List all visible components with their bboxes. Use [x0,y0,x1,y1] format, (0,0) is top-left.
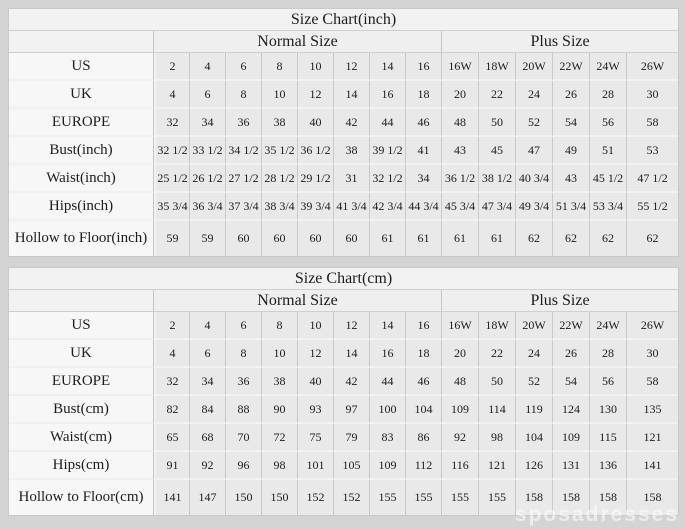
table-cell: 50 [479,368,516,396]
column-group-row [9,290,678,312]
table-cell: 93 [298,396,334,424]
table-cell: 101 [298,452,334,480]
table-cell: 42 [334,368,370,396]
table-cell: 43 [553,165,590,193]
table-cell: 28 [590,340,627,368]
table-cell: 61 [406,221,442,256]
table-cell: 6 [190,81,226,109]
table-cell: 91 [154,452,190,480]
row-label: Bust(cm) [9,396,154,424]
table-cell: 112 [406,452,442,480]
table-cell: 33 1/2 [190,137,226,165]
table-cell: 49 3/4 [516,193,553,221]
table-cell: 62 [553,221,590,256]
table-row [9,368,678,396]
table-cell: 61 [442,221,479,256]
table-cell: 42 3/4 [370,193,406,221]
table-cell: 34 [406,165,442,193]
table-cell: 12 [298,81,334,109]
table-cell: 24 [516,340,553,368]
table-cell: 56 [590,109,627,137]
column-group-header: Normal Size [154,31,442,53]
table-cell: 41 [406,137,442,165]
table-cell: 14 [370,312,406,340]
table-cell: 16 [406,53,442,81]
table-cell: 150 [226,480,262,515]
table-cell: 46 [406,368,442,396]
table-cell: 44 3/4 [406,193,442,221]
table-cell: 32 [154,109,190,137]
table-cell: 136 [590,452,627,480]
table-cell: 27 1/2 [226,165,262,193]
table-cell: 51 [590,137,627,165]
table-cell: 16 [406,312,442,340]
table-cell: 28 1/2 [262,165,298,193]
table-cell: 58 [627,368,678,396]
table-cell: 56 [590,368,627,396]
corner-cell [9,290,154,312]
table-cell: 90 [262,396,298,424]
table-cell: 65 [154,424,190,452]
table-cell: 36 [226,368,262,396]
table-title: Size Chart(inch) [9,9,678,31]
table-cell: 72 [262,424,298,452]
table-cell: 34 1/2 [226,137,262,165]
row-label: UK [9,81,154,109]
table-cell: 47 1/2 [627,165,678,193]
row-label: Hollow to Floor(inch) [9,221,154,256]
table-cell: 53 3/4 [590,193,627,221]
table-cell: 54 [553,368,590,396]
table-cell: 4 [190,53,226,81]
table-title: Size Chart(cm) [9,268,678,290]
table-cell: 98 [262,452,298,480]
table-cell: 22 [479,81,516,109]
table-cell: 49 [553,137,590,165]
table-cell: 104 [406,396,442,424]
table-cell: 24 [516,81,553,109]
table-cell: 32 1/2 [154,137,190,165]
table-cell: 109 [370,452,406,480]
table-cell: 50 [479,109,516,137]
table-cell: 8 [262,312,298,340]
table-cell: 155 [442,480,479,515]
table-cell: 36 1/2 [442,165,479,193]
table-cell: 41 3/4 [334,193,370,221]
row-label: US [9,312,154,340]
table-cell: 44 [370,368,406,396]
table-cell: 18W [479,53,516,81]
table-cell: 20W [516,53,553,81]
table-cell: 10 [298,53,334,81]
table-cell: 45 [479,137,516,165]
table-cell: 92 [442,424,479,452]
table-cell: 150 [262,480,298,515]
table-cell: 8 [226,81,262,109]
table-cell: 4 [154,340,190,368]
table-cell: 20 [442,81,479,109]
table-cell: 54 [553,109,590,137]
table-cell: 131 [553,452,590,480]
table-title-row [9,9,678,31]
table-row [9,312,678,340]
table-cell: 6 [226,312,262,340]
table-cell: 59 [190,221,226,256]
table-cell: 38 [262,109,298,137]
table-cell: 36 [226,109,262,137]
table-row [9,193,678,221]
table-cell: 130 [590,396,627,424]
table-cell: 38 [334,137,370,165]
table-cell: 147 [190,480,226,515]
table-cell: 124 [553,396,590,424]
table-cell: 104 [516,424,553,452]
row-label: US [9,53,154,81]
table-cell: 16W [442,53,479,81]
table-cell: 40 [298,368,334,396]
table-cell: 121 [627,424,678,452]
table-cell: 86 [406,424,442,452]
table-cell: 34 [190,109,226,137]
table-cell: 32 1/2 [370,165,406,193]
table-title-row [9,268,678,290]
table-cell: 16 [370,340,406,368]
table-cell: 116 [442,452,479,480]
row-label: UK [9,340,154,368]
table-cell: 155 [406,480,442,515]
column-group-row [9,31,678,53]
table-cell: 119 [516,396,553,424]
row-label: EUROPE [9,109,154,137]
table-cell: 52 [516,368,553,396]
table-cell: 4 [154,81,190,109]
table-cell: 152 [298,480,334,515]
table-cell: 158 [553,480,590,515]
table-cell: 26 1/2 [190,165,226,193]
table-cell: 109 [553,424,590,452]
table-cell: 61 [370,221,406,256]
table-cell: 158 [516,480,553,515]
table-cell: 32 [154,368,190,396]
table-cell: 22W [553,312,590,340]
table-cell: 35 3/4 [154,193,190,221]
table-cell: 100 [370,396,406,424]
table-cell: 14 [334,340,370,368]
table-cell: 12 [298,340,334,368]
table-cell: 121 [479,452,516,480]
table-cell: 70 [226,424,262,452]
table-cell: 39 1/2 [370,137,406,165]
table-cell: 158 [590,480,627,515]
table-cell: 16 [370,81,406,109]
table-cell: 2 [154,312,190,340]
table-cell: 28 [590,81,627,109]
table-cell: 10 [298,312,334,340]
table-row [9,221,678,256]
table-cell: 34 [190,368,226,396]
table-cell: 31 [334,165,370,193]
table-cell: 39 3/4 [298,193,334,221]
table-cell: 59 [154,221,190,256]
table-cell: 29 1/2 [298,165,334,193]
table-cell: 26W [627,53,678,81]
table-row [9,480,678,515]
table-cell: 61 [479,221,516,256]
table-cell: 98 [479,424,516,452]
row-label: Hips(inch) [9,193,154,221]
table-cell: 126 [516,452,553,480]
table-cell: 40 [298,109,334,137]
table-row [9,109,678,137]
table-cell: 141 [627,452,678,480]
table-cell: 60 [262,221,298,256]
table-cell: 14 [334,81,370,109]
table-cell: 45 3/4 [442,193,479,221]
size-chart-cm-table [8,267,679,516]
table-cell: 68 [190,424,226,452]
table-cell: 26W [627,312,678,340]
table-cell: 25 1/2 [154,165,190,193]
table-cell: 10 [262,340,298,368]
table-cell: 18 [406,81,442,109]
table-cell: 45 1/2 [590,165,627,193]
table-cell: 44 [370,109,406,137]
table-cell: 43 [442,137,479,165]
table-cell: 55 1/2 [627,193,678,221]
table-cell: 14 [370,53,406,81]
table-cell: 158 [627,480,678,515]
table-row [9,137,678,165]
table-cell: 60 [226,221,262,256]
table-cell: 62 [590,221,627,256]
table-cell: 48 [442,368,479,396]
table-cell: 88 [226,396,262,424]
table-cell: 22W [553,53,590,81]
table-cell: 24W [590,53,627,81]
table-cell: 37 3/4 [226,193,262,221]
corner-cell [9,31,154,53]
table-cell: 58 [627,109,678,137]
table-cell: 2 [154,53,190,81]
table-cell: 52 [516,109,553,137]
table-cell: 60 [298,221,334,256]
row-label: EUROPE [9,368,154,396]
table-cell: 18 [406,340,442,368]
table-cell: 36 3/4 [190,193,226,221]
table-cell: 155 [479,480,516,515]
table-cell: 96 [226,452,262,480]
table-cell: 38 [262,368,298,396]
table-cell: 10 [262,81,298,109]
table-cell: 6 [226,53,262,81]
table-cell: 42 [334,109,370,137]
table-cell: 6 [190,340,226,368]
table-cell: 75 [298,424,334,452]
table-row [9,340,678,368]
column-group-header: Normal Size [154,290,442,312]
table-row [9,165,678,193]
table-row [9,452,678,480]
table-cell: 62 [627,221,678,256]
column-group-header: Plus Size [442,31,678,53]
table-cell: 62 [516,221,553,256]
table-cell: 82 [154,396,190,424]
row-label: Hollow to Floor(cm) [9,480,154,515]
table-cell: 24W [590,312,627,340]
table-cell: 51 3/4 [553,193,590,221]
row-label: Hips(cm) [9,452,154,480]
table-cell: 18W [479,312,516,340]
table-cell: 114 [479,396,516,424]
table-cell: 30 [627,340,678,368]
table-cell: 4 [190,312,226,340]
table-cell: 8 [262,53,298,81]
table-cell: 38 3/4 [262,193,298,221]
table-cell: 97 [334,396,370,424]
watermark: sposadresses [514,503,679,526]
table-cell: 26 [553,340,590,368]
table-cell: 22 [479,340,516,368]
table-cell: 47 [516,137,553,165]
table-cell: 8 [226,340,262,368]
table-cell: 53 [627,137,678,165]
table-cell: 141 [154,480,190,515]
table-cell: 84 [190,396,226,424]
table-cell: 155 [370,480,406,515]
table-cell: 20 [442,340,479,368]
table-cell: 47 3/4 [479,193,516,221]
table-cell: 35 1/2 [262,137,298,165]
table-cell: 152 [334,480,370,515]
table-row [9,53,678,81]
column-group-header: Plus Size [442,290,678,312]
table-cell: 48 [442,109,479,137]
table-row [9,396,678,424]
table-cell: 115 [590,424,627,452]
table-cell: 60 [334,221,370,256]
table-row [9,81,678,109]
table-cell: 16W [442,312,479,340]
table-cell: 105 [334,452,370,480]
size-chart-inch-table [8,8,679,257]
table-cell: 20W [516,312,553,340]
row-label: Waist(inch) [9,165,154,193]
table-cell: 92 [190,452,226,480]
table-cell: 30 [627,81,678,109]
table-cell: 12 [334,312,370,340]
row-label: Waist(cm) [9,424,154,452]
table-cell: 46 [406,109,442,137]
table-row [9,424,678,452]
table-cell: 38 1/2 [479,165,516,193]
table-cell: 83 [370,424,406,452]
row-label: Bust(inch) [9,137,154,165]
table-cell: 40 3/4 [516,165,553,193]
table-cell: 12 [334,53,370,81]
table-cell: 79 [334,424,370,452]
table-cell: 36 1/2 [298,137,334,165]
table-cell: 109 [442,396,479,424]
table-cell: 26 [553,81,590,109]
table-cell: 135 [627,396,678,424]
